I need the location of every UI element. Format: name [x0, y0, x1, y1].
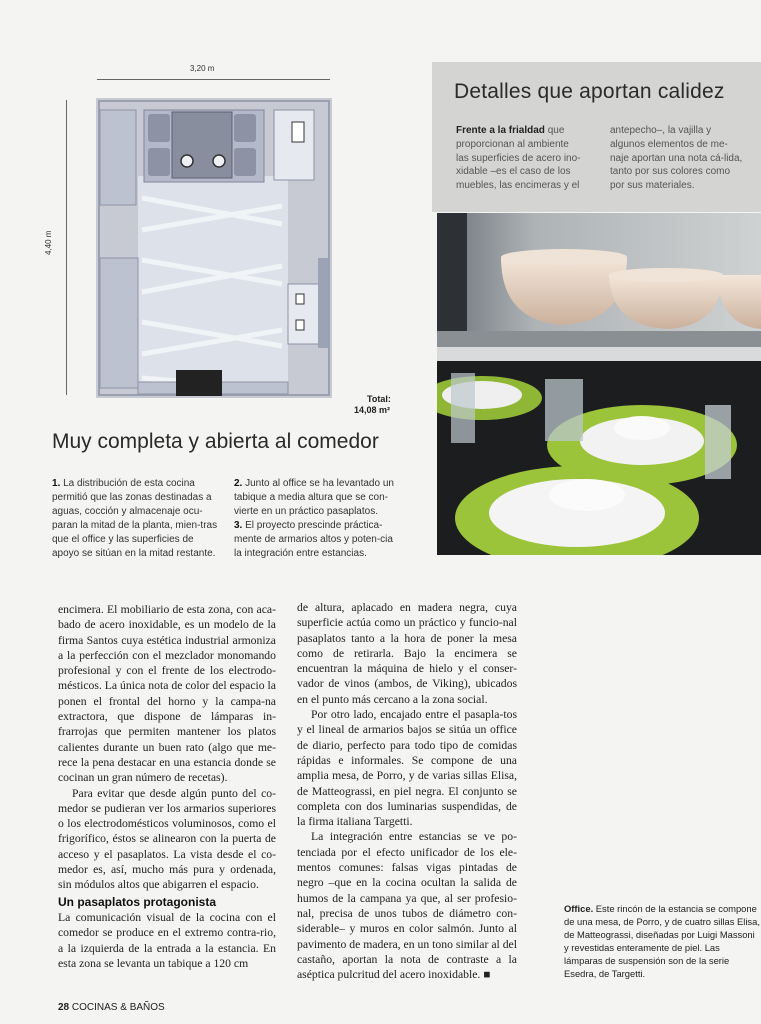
- section-heading: Muy completa y abierta al comedor: [52, 430, 379, 453]
- plan-width-dimension-line: [97, 79, 330, 80]
- photo-caption: [564, 902, 760, 980]
- numbered-item-1-number: 1.: [52, 478, 61, 489]
- body-subheading: Un pasaplatos protagonista: [58, 894, 217, 909]
- numbered-items-2-3: [234, 477, 400, 561]
- plan-width-label: 3,20 m: [190, 64, 215, 73]
- numbered-item-1-text: La distribución de esta cocina permitió que las zonas destinadas a aguas, cocción y almacenaje ocu-paran la mitad de la planta, mien-tras que el office y las superficies de apoyo se sitúan en la mitad restante.: [52, 478, 218, 559]
- page-number: 28: [58, 1002, 70, 1013]
- body-left-paragraph-1: encimera. El mobiliario de esta zona, con aca-bado de acero inoxidable, es un modelo de la firma Santos cuya estética industrial armoniza a la perfección con el mezclador monomando profesional y con el frente de los electrodo-mésticos. La única nota de color del espacio la ponen el frontal del horno y la campa-na extractora, que dispone de lámparas in-frarrojas que permiten mantener los platos calientes durante un buen rato (algo que me-rece la pena destacar en una estancia donde se cocinan un gran número de recetas).: [58, 603, 276, 785]
- numbered-item-2-text: Junto al office se ha levantado un tabique a media altura que se con-vierte en un práctico pasaplatos.: [234, 478, 394, 517]
- body-right-paragraph-3: La integración entre estancias se ve po-tenciada por el efecto unificador de los ele-mentos comunes: falsas vigas pintadas de negro –que en la cocina ocultan la salida de humos de la campana ya que, al ser profesio-nal, precisa de unos tubos de diámetro con-siderable– y muros en color salmón. Junto al pavimento de madera, en un tono similar al del castaño, aportan la nota de contraste a la aséptica pulcritud del acero inoxidable. ■: [297, 830, 517, 982]
- magazine-name: COCINAS & BAÑOS: [71, 1002, 165, 1013]
- caption-text: Este rincón de la estancia se compone de una mesa, de Porro, y de cuatro sillas Elisa, de Matteograssi, diseñadas por Luigi Massoni y revestidas enteramente de piel. Las lámparas de suspensión son de la serie Esedra, de Targetti.: [564, 903, 760, 979]
- body-right-paragraph-1: de altura, aplacado en madera negra, cuya superficie actúa como un práctico y funcio-nal pasaplatos tanto a la hora de poner la mesa como de retirarla. Bajo la encimera se encuentran la máquina de hielo y el conser-vador de vinos (ambos, de Viking), ubicados en el punto más cercano a la zona social.: [297, 601, 517, 706]
- body-right-paragraph-2: Por otro lado, encajado entre el pasapla-tos y el lineal de armarios bajos se sitúa un office de diario, perfecto para todo tipo de comidas rápidas e informales. Se compone de una amplia mesa, de Porro, y de varias sillas Elisa, de Matteograssi, en piel negra. El conjunto se completa con dos luminarias suspendidas, de la firma italiana Targetti.: [297, 708, 517, 829]
- body-left-paragraph-2: Para evitar que desde algún punto del co-medor se pudieran ver los armarios superiores o los electrodomésticos voluminosos, como el frigorífico, éstos se alinearon con la puerta de acceso y el pasaplatos. La vista desde el co-medor es, así, mucho más pura y ordenada, sin módulos altos que abigarren el espacio.: [58, 786, 276, 892]
- caption-lead: Office.: [564, 903, 594, 914]
- body-left-paragraph-3: La comunicación visual de la cocina con el comedor se produce en el extremo contra-rio, a la izquierda de la entrada a la estancia. En esta zona se levanta un tabique a 120 cm: [58, 910, 276, 970]
- detalles-lead: Frente a la frialdad: [456, 125, 545, 136]
- numbered-item-3-number: 3.: [234, 520, 243, 531]
- body-column-left: [58, 602, 276, 971]
- page-footer: [58, 1002, 165, 1013]
- body-column-right: [297, 600, 517, 982]
- plan-total-value: 14,08 m²: [354, 405, 391, 415]
- detalles-title: Detalles que aportan calidez: [454, 80, 725, 103]
- detalles-col-1: [456, 124, 584, 193]
- tableware-photo: [437, 213, 761, 555]
- detalles-panel: [432, 62, 761, 212]
- detalles-col-1-text: que proporcionan al ambiente las superficies de acero ino-xidable –es el caso de los muebles, las encimeras y el: [456, 125, 581, 192]
- numbered-item-2-number: 2.: [234, 478, 243, 489]
- plan-total-label: Total:: [367, 394, 391, 404]
- plan-height-dimension-line: [66, 100, 67, 395]
- numbered-item-3-text: El proyecto prescinde práctica-mente de armarios altos y poten-cia la integración entre estancias.: [234, 520, 393, 559]
- kitchen-floor-plan: [96, 98, 332, 398]
- plan-height-label: 4,40 m: [44, 230, 53, 255]
- numbered-item-1: [52, 477, 218, 561]
- detalles-col-2: antepecho–, la vajilla y algunos elementos de me-naje aportan una nota cá-lida, tanto por sus colores como por sus materiales.: [610, 125, 743, 192]
